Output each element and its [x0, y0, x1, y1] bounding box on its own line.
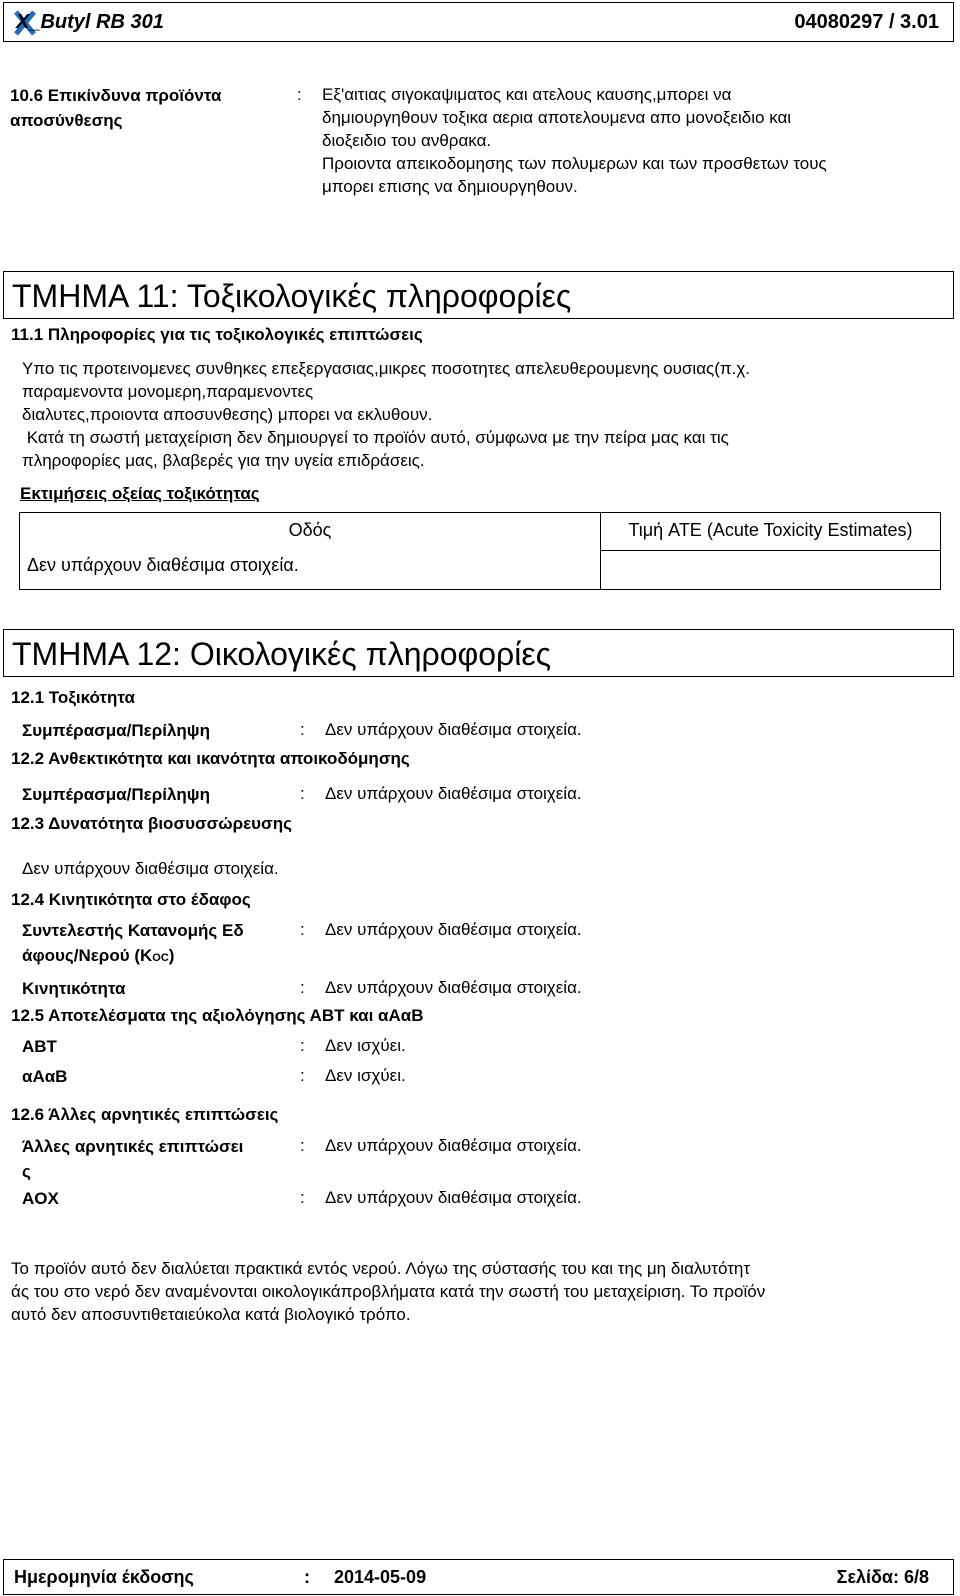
separator-colon: : [300, 784, 305, 803]
acute-toxicity-heading: Εκτιμήσεις οξείας τοξικότητας [20, 484, 260, 503]
ecological-note: Το προϊόν αυτό δεν διαλύεται πρακτικά εντός νερού. Λόγω της σύστασής του και της μη διαλυτότητ άς του στο νερό δεν αναμένονται οικολογικάπροβλήματα κατά την σωστή του μεταχείριση. Το προϊόν αυτό δεν αποσυντιθεταιεύκολα κατά βιολογικό τρόπο. [11, 1259, 766, 1324]
conclusion-label: Συμπέρασμα/Περίληψη [22, 721, 210, 740]
page-footer [3, 1559, 954, 1595]
pbt-value: Δεν ισχύει. [325, 1036, 406, 1055]
separator-colon: : [304, 1567, 310, 1587]
separator-colon: : [297, 85, 302, 104]
table-row: Δεν υπάρχουν διαθέσιμα στοιχεία. [27, 555, 299, 575]
separator-colon: : [300, 1066, 305, 1085]
toxicological-effects-text: Υπο τις προτεινομενες συνθηκες επεξεργασιας,μικρες ποσοτητες απελευθερουμενης ουσιας(π.χ. παραμενοντα μονομερη,παραμενοντες διαλυτες,προιοντα αποσυνθεσης) μπορει να εκλυθουν. Κατά τη σωστή μεταχείριση δεν δημιουργεί το προϊόν αυτό, σύμφωνα με την πείρα μας και τις πληροφορίες μας, βλαβερές για την υγεία επιδράσεις. [22, 359, 750, 470]
document-code: 04080297 / 3.01 [794, 11, 939, 33]
persistence-subsection-title: 12.2 Ανθεκτικότητα και ικανότητα αποικοδόμησης [11, 749, 410, 768]
mobility-label: Κινητικότητα [22, 979, 126, 998]
other-effects-label: Άλλες αρνητικές επιπτώσει ς [22, 1137, 244, 1181]
hazardous-decomposition-text: Εξ'αιτιας σιγοκαψιματος και ατελους καυσης,μπορει να δημιουργηθουν τοξικα αερια αποτελουμενα απο μονοξειδιο και διοξειδιο του ανθρακα. Προιοντα απεικοδομησης των πολυμερων και των προσθετων τους μπορει επισης να δημιουργηθουν. [322, 85, 827, 196]
separator-colon: : [300, 1036, 305, 1055]
product-name: X_Butyl RB 301 [16, 11, 164, 33]
table-header-ate-value: Τιμή ATE (Acute Toxicity Estimates) [628, 520, 913, 540]
aox-value: Δεν υπάρχουν διαθέσιμα στοιχεία. [325, 1188, 582, 1207]
section-12-heading: ΤΜΗΜΑ 12: Οικολογικές πληροφορίες [3, 629, 954, 677]
mobility-subsection-title: 12.4 Κινητικότητα στο έδαφος [11, 890, 251, 909]
pbt-subsection-title: 12.5 Αποτελέσματα της αξιολόγησης ΑΒΤ και αΑαΒ [11, 1006, 424, 1025]
pbt-label: ΑΒΤ [22, 1037, 57, 1056]
conclusion-value: Δεν υπάρχουν διαθέσιμα στοιχεία. [325, 720, 582, 739]
separator-colon: : [300, 1136, 305, 1155]
table-header-route: Οδός [288, 520, 332, 540]
conclusion-value: Δεν υπάρχουν διαθέσιμα στοιχεία. [325, 784, 582, 803]
conclusion-label: Συμπέρασμα/Περίληψη [22, 785, 210, 804]
acute-toxicity-table [19, 512, 941, 590]
toxicity-subsection-title: 12.1 Τοξικότητα [11, 688, 135, 707]
issue-date-label: Ημερομηνία έκδοσης [14, 1567, 194, 1587]
page-number: Σελίδα: 6/8 [836, 1567, 929, 1587]
page-header [3, 2, 954, 42]
vpvb-label: αΑαΒ [22, 1067, 68, 1086]
koc-label: Συντελεστής Κατανομής Εδ άφους/Νερού (KOC) [22, 921, 244, 965]
koc-value: Δεν υπάρχουν διαθέσιμα στοιχεία. [325, 920, 582, 939]
hazardous-decomposition-label: 10.6 Επικίνδυνα προϊόντα αποσύνθεσης [10, 86, 222, 130]
toxicological-effects-title: 11.1 Πληροφορίες για τις τοξικολογικές επιπτώσεις [11, 325, 423, 344]
separator-colon: : [300, 720, 305, 739]
bioaccumulation-subsection-title: 12.3 Δυνατότητα βιοσυσσώρευσης [11, 814, 292, 833]
separator-colon: : [300, 1188, 305, 1207]
separator-colon: : [300, 978, 305, 997]
separator-colon: : [300, 920, 305, 939]
aox-label: AOX [22, 1189, 59, 1208]
issue-date-value: 2014-05-09 [334, 1567, 427, 1587]
mobility-value: Δεν υπάρχουν διαθέσιμα στοιχεία. [325, 978, 582, 997]
other-effects-value: Δεν υπάρχουν διαθέσιμα στοιχεία. [325, 1136, 582, 1155]
vpvb-value: Δεν ισχύει. [325, 1066, 406, 1085]
bioaccumulation-value: Δεν υπάρχουν διαθέσιμα στοιχεία. [22, 859, 279, 878]
section-11-heading: ΤΜΗΜΑ 11: Τοξικολογικές πληροφορίες [3, 271, 954, 319]
table-divider [600, 550, 941, 551]
other-effects-subsection-title: 12.6 Άλλες αρνητικές επιπτώσεις [11, 1105, 279, 1124]
